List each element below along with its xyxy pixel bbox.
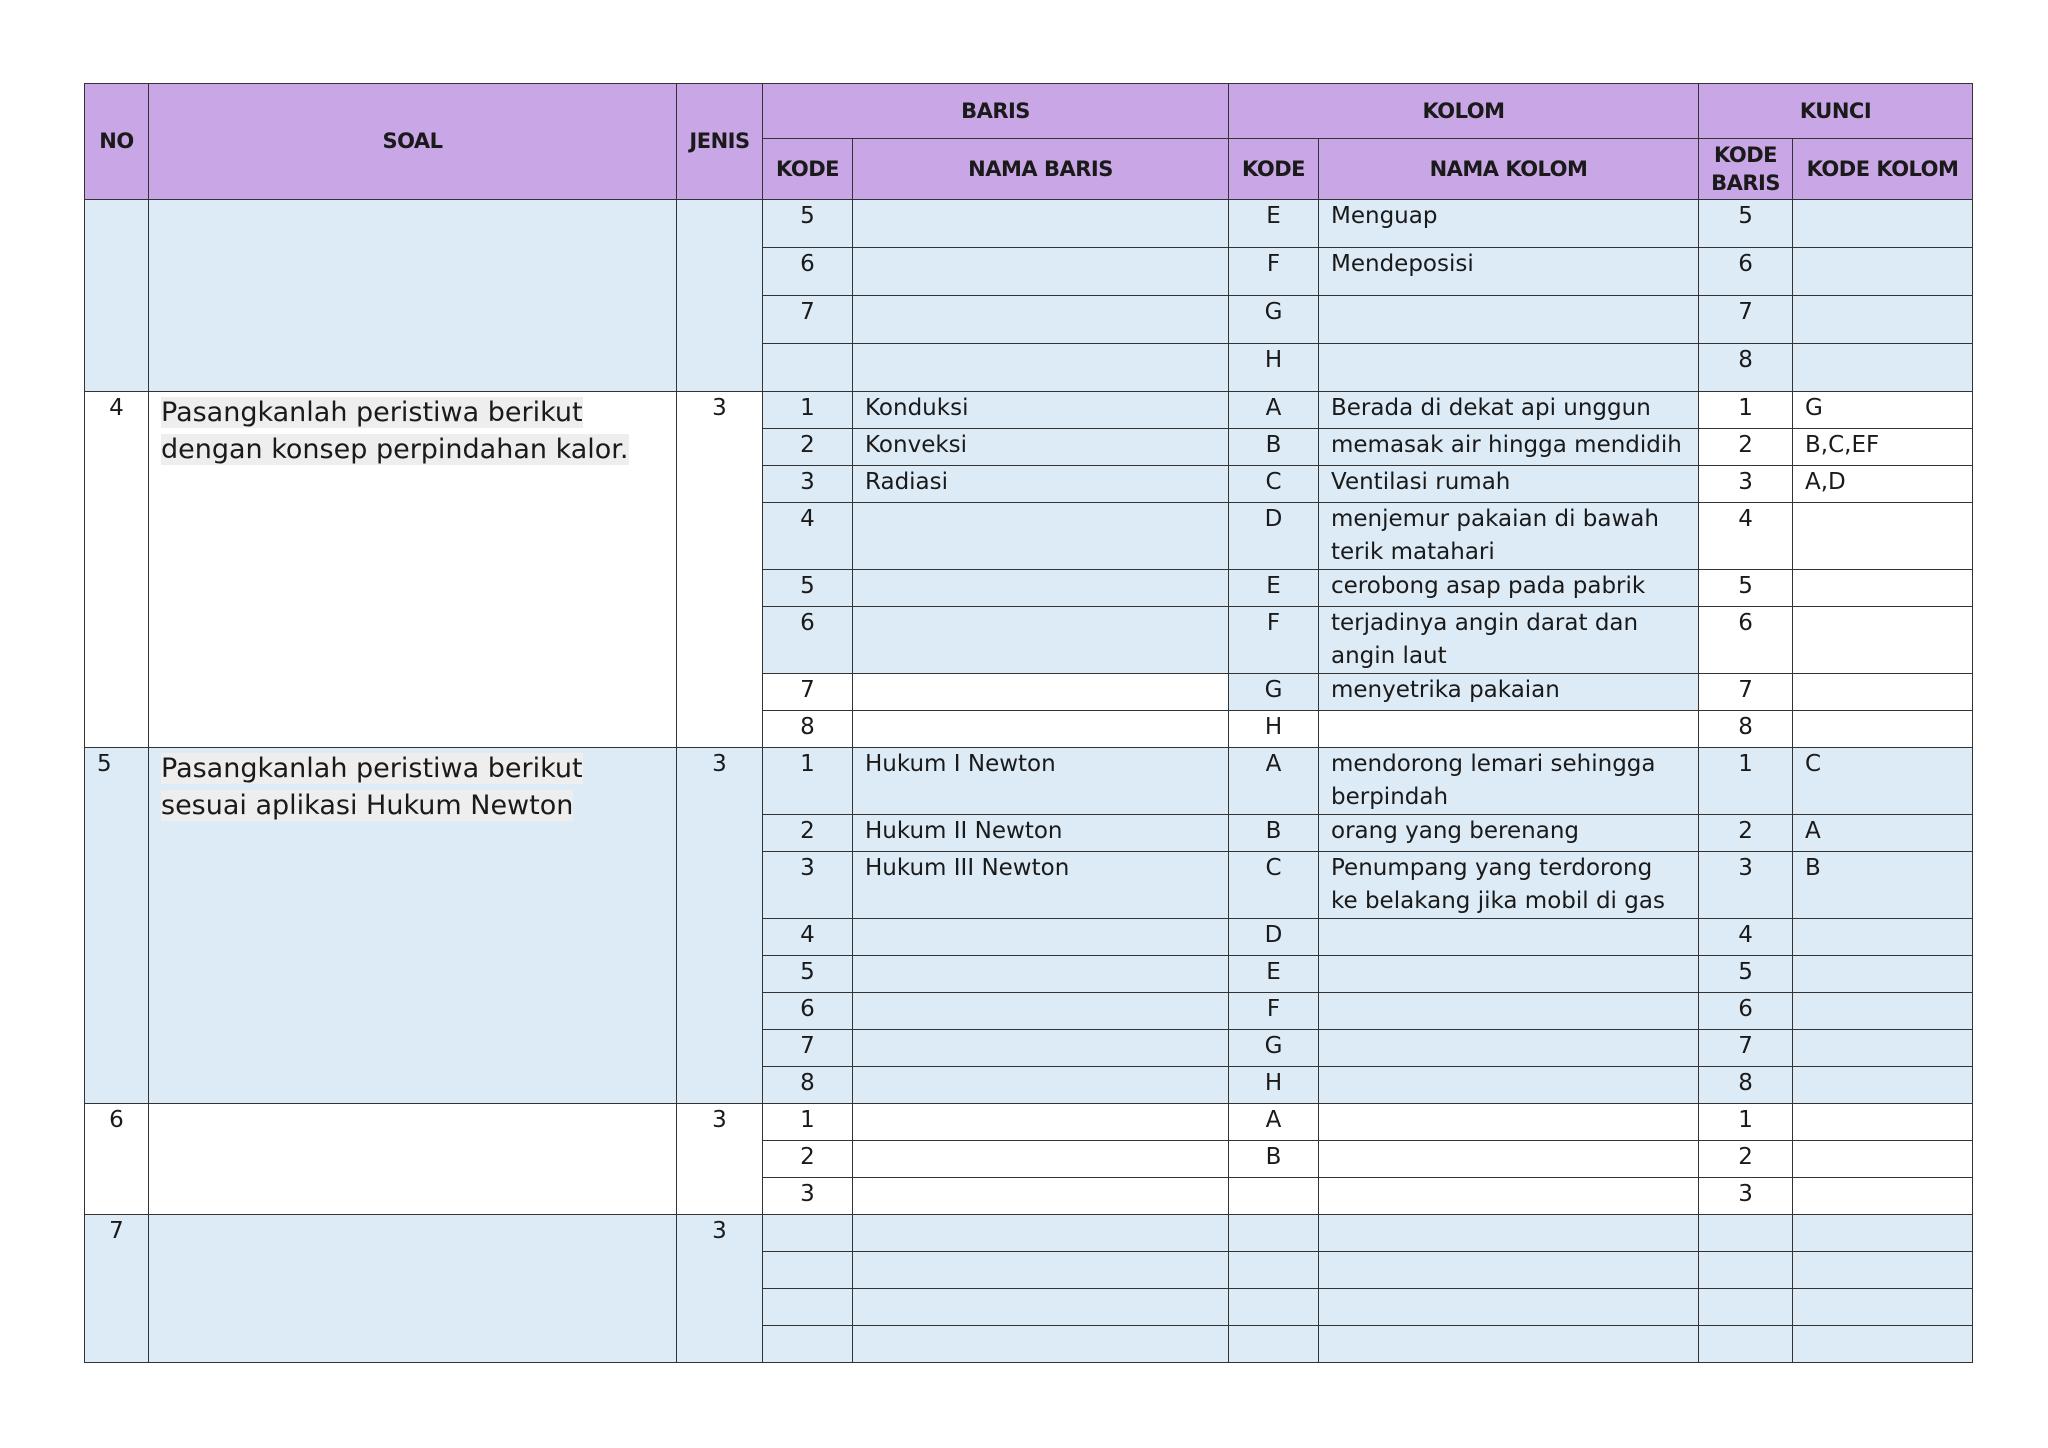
table-header: [85, 84, 1973, 200]
column-name: [1319, 1326, 1699, 1363]
row-code: [763, 344, 853, 392]
column-code: [1229, 1289, 1319, 1326]
key-row-code: 7: [1699, 1030, 1793, 1067]
question-number: 5: [85, 748, 149, 1104]
column-code: [1229, 1215, 1319, 1252]
key-row-code: 2: [1699, 1141, 1793, 1178]
key-column-code: [1793, 1067, 1973, 1104]
question-text: Pasangkanlah peristiwa berikut dengan konsep perpindahan kalor.: [149, 392, 677, 748]
column-name: [1319, 1289, 1699, 1326]
key-column-code: [1793, 919, 1973, 956]
key-row-code: 1: [1699, 392, 1793, 429]
key-column-code: [1793, 956, 1973, 993]
key-row-code: 7: [1699, 674, 1793, 711]
row-code: 3: [763, 852, 853, 919]
key-column-code: B,C,EF: [1793, 429, 1973, 466]
key-column-code: G: [1793, 392, 1973, 429]
row-name: Hukum II Newton: [853, 815, 1229, 852]
column-name: [1319, 1178, 1699, 1215]
row-code: 4: [763, 919, 853, 956]
row-name: Hukum I Newton: [853, 748, 1229, 815]
header-nama-kolom: NAMA KOLOM: [1319, 139, 1699, 200]
key-row-code: 3: [1699, 852, 1793, 919]
row-name: [853, 1178, 1229, 1215]
column-code: H: [1229, 344, 1319, 392]
column-code: G: [1229, 674, 1319, 711]
key-column-code: [1793, 674, 1973, 711]
row-code: 7: [763, 674, 853, 711]
column-name: [1319, 1104, 1699, 1141]
header-kunci: KUNCI: [1699, 84, 1973, 139]
key-column-code: [1793, 1104, 1973, 1141]
key-column-code: [1793, 1215, 1973, 1252]
column-name: [1319, 956, 1699, 993]
column-code: A: [1229, 392, 1319, 429]
row-name: Konduksi: [853, 392, 1229, 429]
question-text: [149, 200, 677, 392]
key-column-code: [1793, 1252, 1973, 1289]
column-code: E: [1229, 956, 1319, 993]
key-row-code: [1699, 1252, 1793, 1289]
table-row: [85, 1215, 1973, 1252]
row-name: Hukum III Newton: [853, 852, 1229, 919]
column-code: H: [1229, 1067, 1319, 1104]
column-code: C: [1229, 466, 1319, 503]
key-column-code: [1793, 1289, 1973, 1326]
row-code: 1: [763, 748, 853, 815]
key-column-code: C: [1793, 748, 1973, 815]
key-row-code: [1699, 1215, 1793, 1252]
column-name: [1319, 344, 1699, 392]
header-nama-baris: NAMA BARIS: [853, 139, 1229, 200]
column-name: Menguap: [1319, 200, 1699, 248]
row-name: [853, 1215, 1229, 1252]
table-body: [85, 200, 1973, 1363]
key-row-code: 3: [1699, 1178, 1793, 1215]
row-name: [853, 1289, 1229, 1326]
row-name: [853, 503, 1229, 570]
key-column-code: [1793, 607, 1973, 674]
row-name: Konveksi: [853, 429, 1229, 466]
row-name: [853, 674, 1229, 711]
key-row-code: 8: [1699, 1067, 1793, 1104]
key-row-code: 1: [1699, 1104, 1793, 1141]
key-row-code: 8: [1699, 344, 1793, 392]
column-name: menyetrika pakaian: [1319, 674, 1699, 711]
row-code: 4: [763, 503, 853, 570]
column-code: E: [1229, 570, 1319, 607]
question-type: [677, 200, 763, 392]
row-name: [853, 344, 1229, 392]
matching-question-table: [84, 83, 1973, 1363]
row-code: 1: [763, 392, 853, 429]
row-name: [853, 956, 1229, 993]
column-name: [1319, 1030, 1699, 1067]
column-code: C: [1229, 852, 1319, 919]
row-name: [853, 1030, 1229, 1067]
question-number: 6: [85, 1104, 149, 1215]
column-name: Penumpang yang terdorong ke belakang jika mobil di gas: [1319, 852, 1699, 919]
column-name: Ventilasi rumah: [1319, 466, 1699, 503]
column-code: [1229, 1252, 1319, 1289]
key-column-code: [1793, 200, 1973, 248]
key-column-code: [1793, 711, 1973, 748]
key-column-code: [1793, 344, 1973, 392]
column-code: H: [1229, 711, 1319, 748]
row-name: [853, 1067, 1229, 1104]
column-name: [1319, 1215, 1699, 1252]
row-name: [853, 296, 1229, 344]
key-column-code: [1793, 993, 1973, 1030]
column-name: [1319, 1067, 1699, 1104]
key-row-code: 4: [1699, 919, 1793, 956]
key-row-code: 4: [1699, 503, 1793, 570]
key-row-code: 8: [1699, 711, 1793, 748]
row-code: 5: [763, 200, 853, 248]
column-code: A: [1229, 1104, 1319, 1141]
row-code: [763, 1326, 853, 1363]
column-code: F: [1229, 607, 1319, 674]
column-name: Berada di dekat api unggun: [1319, 392, 1699, 429]
column-name: [1319, 993, 1699, 1030]
question-type: 3: [677, 1215, 763, 1363]
column-name: [1319, 1252, 1699, 1289]
row-code: 7: [763, 296, 853, 344]
key-column-code: [1793, 1326, 1973, 1363]
key-row-code: 5: [1699, 200, 1793, 248]
column-name: memasak air hingga mendidih: [1319, 429, 1699, 466]
row-name: [853, 607, 1229, 674]
table-row: [85, 392, 1973, 429]
row-code: 6: [763, 993, 853, 1030]
column-code: [1229, 1178, 1319, 1215]
key-row-code: 3: [1699, 466, 1793, 503]
row-name: Radiasi: [853, 466, 1229, 503]
key-column-code: [1793, 1030, 1973, 1067]
question-number: 4: [85, 392, 149, 748]
key-row-code: 1: [1699, 748, 1793, 815]
key-column-code: [1793, 296, 1973, 344]
column-code: D: [1229, 503, 1319, 570]
question-type: 3: [677, 748, 763, 1104]
row-code: 7: [763, 1030, 853, 1067]
column-name: cerobong asap pada pabrik: [1319, 570, 1699, 607]
column-code: B: [1229, 1141, 1319, 1178]
row-code: [763, 1252, 853, 1289]
column-name: Mendeposisi: [1319, 248, 1699, 296]
question-type: 3: [677, 1104, 763, 1215]
row-code: 1: [763, 1104, 853, 1141]
column-name: menjemur pakaian di bawah terik matahari: [1319, 503, 1699, 570]
row-code: 5: [763, 570, 853, 607]
row-code: [763, 1215, 853, 1252]
column-code: A: [1229, 748, 1319, 815]
header-kode-kolom: KODE KOLOM: [1793, 139, 1973, 200]
column-name: [1319, 1141, 1699, 1178]
row-code: 3: [763, 466, 853, 503]
column-name: [1319, 919, 1699, 956]
row-code: 5: [763, 956, 853, 993]
key-row-code: 2: [1699, 815, 1793, 852]
key-row-code: 7: [1699, 296, 1793, 344]
header-kolom: KOLOM: [1229, 84, 1699, 139]
header-soal: SOAL: [149, 84, 677, 200]
question-number: [85, 200, 149, 392]
column-code: E: [1229, 200, 1319, 248]
header-kode-baris-line1: KODE: [1714, 143, 1777, 167]
header-jenis: JENIS: [677, 84, 763, 200]
column-code: [1229, 1326, 1319, 1363]
row-name: [853, 1104, 1229, 1141]
column-code: F: [1229, 248, 1319, 296]
header-kode-baris: [1699, 139, 1793, 200]
row-code: 8: [763, 1067, 853, 1104]
column-name: mendorong lemari sehingga berpindah: [1319, 748, 1699, 815]
header-baris: BARIS: [763, 84, 1229, 139]
header-kolom-kode: KODE: [1229, 139, 1319, 200]
column-name: terjadinya angin darat dan angin laut: [1319, 607, 1699, 674]
column-code: B: [1229, 429, 1319, 466]
column-name: [1319, 296, 1699, 344]
question-type: 3: [677, 392, 763, 748]
row-code: [763, 1289, 853, 1326]
key-column-code: [1793, 1178, 1973, 1215]
row-name: [853, 919, 1229, 956]
header-kode-baris-line2: BARIS: [1711, 171, 1780, 195]
table-row: [85, 200, 1973, 248]
key-column-code: [1793, 570, 1973, 607]
question-text: Pasangkanlah peristiwa berikut sesuai aplikasi Hukum Newton: [149, 748, 677, 1104]
question-number: 7: [85, 1215, 149, 1363]
row-code: 3: [763, 1178, 853, 1215]
key-row-code: 6: [1699, 607, 1793, 674]
key-column-code: [1793, 1141, 1973, 1178]
question-text: [149, 1104, 677, 1215]
key-row-code: [1699, 1289, 1793, 1326]
column-code: F: [1229, 993, 1319, 1030]
key-column-code: A,D: [1793, 466, 1973, 503]
row-code: 2: [763, 1141, 853, 1178]
matching-question-table-container: [84, 83, 1973, 1363]
row-name: [853, 1252, 1229, 1289]
row-name: [853, 248, 1229, 296]
key-row-code: 2: [1699, 429, 1793, 466]
key-row-code: 6: [1699, 993, 1793, 1030]
row-code: 6: [763, 607, 853, 674]
table-row: [85, 1104, 1973, 1141]
header-baris-kode: KODE: [763, 139, 853, 200]
row-name: [853, 711, 1229, 748]
table-row: [85, 748, 1973, 815]
key-column-code: A: [1793, 815, 1973, 852]
column-name: [1319, 711, 1699, 748]
row-name: [853, 200, 1229, 248]
row-code: 2: [763, 429, 853, 466]
key-row-code: 6: [1699, 248, 1793, 296]
column-code: B: [1229, 815, 1319, 852]
question-text: [149, 1215, 677, 1363]
row-name: [853, 1326, 1229, 1363]
key-column-code: [1793, 503, 1973, 570]
column-code: G: [1229, 1030, 1319, 1067]
key-row-code: [1699, 1326, 1793, 1363]
key-row-code: 5: [1699, 956, 1793, 993]
key-row-code: 5: [1699, 570, 1793, 607]
row-code: 2: [763, 815, 853, 852]
header-no: NO: [85, 84, 149, 200]
row-name: [853, 993, 1229, 1030]
column-code: G: [1229, 296, 1319, 344]
row-name: [853, 1141, 1229, 1178]
key-column-code: [1793, 248, 1973, 296]
column-name: orang yang berenang: [1319, 815, 1699, 852]
key-column-code: B: [1793, 852, 1973, 919]
row-code: 8: [763, 711, 853, 748]
row-code: 6: [763, 248, 853, 296]
column-code: D: [1229, 919, 1319, 956]
row-name: [853, 570, 1229, 607]
